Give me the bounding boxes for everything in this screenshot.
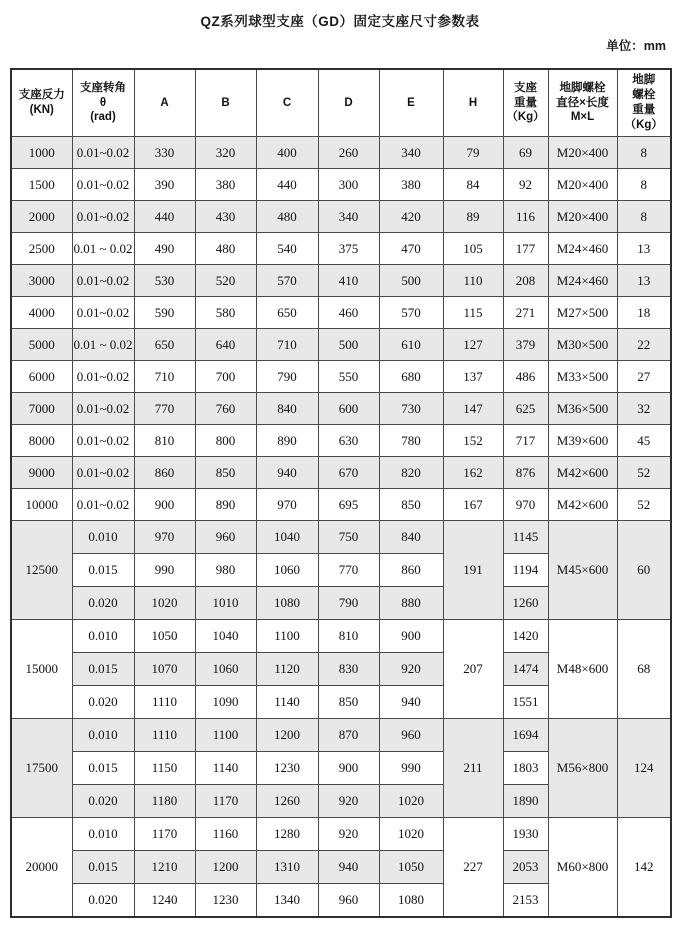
cell-theta: 0.020 [72,785,134,818]
table-row [11,233,671,265]
cell-force: 12500 [11,521,72,620]
cell-dim-d: 340 [318,201,379,233]
header-dim-e [379,69,443,137]
cell-theta: 0.015 [72,653,134,686]
cell-theta: 0.010 [72,620,134,653]
cell-dim-d: 960 [318,884,379,918]
cell-dim-a: 1240 [134,884,195,918]
cell-dim-a: 970 [134,521,195,554]
cell-anchor-bolt-weight: 13 [617,265,671,297]
header-dim-h [443,69,503,137]
cell-dim-c: 480 [256,201,318,233]
cell-dim-h: 152 [443,425,503,457]
cell-bearing-weight: 271 [503,297,548,329]
cell-theta: 0.01~0.02 [72,425,134,457]
cell-anchor-bolt-spec: M56×800 [548,719,617,818]
cell-dim-d: 500 [318,329,379,361]
cell-anchor-bolt-weight: 22 [617,329,671,361]
cell-force: 4000 [11,297,72,329]
cell-dim-e: 340 [379,137,443,169]
table-row [11,521,671,554]
cell-theta: 0.020 [72,686,134,719]
cell-dim-b: 1060 [195,653,256,686]
cell-anchor-bolt-spec: M30×500 [548,329,617,361]
cell-dim-b: 700 [195,361,256,393]
table-row [11,620,671,653]
cell-bearing-weight: 970 [503,489,548,521]
cell-dim-e: 990 [379,752,443,785]
cell-anchor-bolt-weight: 8 [617,169,671,201]
cell-dim-a: 1150 [134,752,195,785]
cell-dim-b: 1140 [195,752,256,785]
cell-anchor-bolt-spec: M20×400 [548,169,617,201]
cell-bearing-weight: 625 [503,393,548,425]
cell-bearing-weight: 2153 [503,884,548,918]
cell-theta: 0.01~0.02 [72,393,134,425]
cell-dim-c: 1040 [256,521,318,554]
cell-dim-b: 1160 [195,818,256,851]
table-row [11,137,671,169]
header-anchor-bolt-weight-line: 螺栓 [632,89,656,102]
cell-dim-a: 490 [134,233,195,265]
cell-theta: 0.01~0.02 [72,169,134,201]
header-anchor-bolt-weight-line: （Kg） [624,118,663,131]
cell-dim-c: 540 [256,233,318,265]
cell-bearing-weight: 1930 [503,818,548,851]
cell-bearing-weight: 177 [503,233,548,265]
header-anchor-bolt-spec-line: M×L [570,111,595,124]
cell-dim-h: 191 [443,521,503,620]
cell-force: 5000 [11,329,72,361]
cell-bearing-weight: 1420 [503,620,548,653]
cell-dim-a: 330 [134,137,195,169]
cell-dim-h: 162 [443,457,503,489]
cell-dim-a: 1110 [134,719,195,752]
cell-theta: 0.01 ~ 0.02 [72,329,134,361]
cell-dim-d: 940 [318,851,379,884]
cell-dim-a: 1050 [134,620,195,653]
cell-anchor-bolt-spec: M27×500 [548,297,617,329]
header-anchor-bolt-weight-line: 重量 [632,104,656,116]
cell-dim-b: 760 [195,393,256,425]
cell-anchor-bolt-spec: M42×600 [548,457,617,489]
cell-dim-h: 227 [443,818,503,918]
cell-dim-d: 460 [318,297,379,329]
header-dim-e-line: E [407,96,415,109]
header-anchor-bolt-spec-line: 地脚螺栓 [559,81,606,94]
cell-dim-e: 680 [379,361,443,393]
cell-dim-e: 730 [379,393,443,425]
header-bearing-weight [503,69,548,137]
cell-dim-d: 750 [318,521,379,554]
cell-dim-e: 380 [379,169,443,201]
table-row [11,329,671,361]
table-row [11,425,671,457]
cell-anchor-bolt-spec: M60×800 [548,818,617,918]
cell-force: 2000 [11,201,72,233]
cell-anchor-bolt-spec: M24×460 [548,233,617,265]
cell-dim-c: 570 [256,265,318,297]
cell-dim-c: 1260 [256,785,318,818]
cell-dim-b: 320 [195,137,256,169]
cell-anchor-bolt-weight: 8 [617,137,671,169]
cell-dim-c: 890 [256,425,318,457]
cell-dim-c: 840 [256,393,318,425]
table-row [11,489,671,521]
cell-dim-e: 820 [379,457,443,489]
cell-force: 17500 [11,719,72,818]
cell-anchor-bolt-spec: M36×500 [548,393,617,425]
cell-dim-c: 1100 [256,620,318,653]
cell-bearing-weight: 116 [503,201,548,233]
cell-bearing-weight: 1694 [503,719,548,752]
cell-dim-c: 650 [256,297,318,329]
cell-dim-a: 1070 [134,653,195,686]
cell-dim-b: 1200 [195,851,256,884]
cell-dim-e: 1080 [379,884,443,918]
cell-dim-d: 790 [318,587,379,620]
table-row [11,361,671,393]
cell-anchor-bolt-weight: 68 [617,620,671,719]
cell-dim-h: 89 [443,201,503,233]
cell-bearing-weight: 486 [503,361,548,393]
cell-dim-b: 580 [195,297,256,329]
cell-dim-a: 1020 [134,587,195,620]
cell-anchor-bolt-weight: 142 [617,818,671,918]
cell-dim-e: 1020 [379,818,443,851]
cell-force: 6000 [11,361,72,393]
cell-dim-d: 830 [318,653,379,686]
cell-anchor-bolt-spec: M24×460 [548,265,617,297]
cell-dim-a: 710 [134,361,195,393]
cell-dim-h: 127 [443,329,503,361]
cell-anchor-bolt-weight: 32 [617,393,671,425]
cell-theta: 0.01~0.02 [72,201,134,233]
cell-dim-e: 880 [379,587,443,620]
header-bearing-weight-line: 支座 [514,81,537,94]
cell-bearing-weight: 92 [503,169,548,201]
cell-dim-d: 920 [318,818,379,851]
cell-anchor-bolt-spec: M20×400 [548,201,617,233]
header-bearing-weight-line: 重量 [514,96,537,109]
cell-dim-e: 940 [379,686,443,719]
table-header [11,69,671,137]
cell-force: 9000 [11,457,72,489]
cell-dim-a: 1210 [134,851,195,884]
cell-bearing-weight: 717 [503,425,548,457]
cell-dim-c: 440 [256,169,318,201]
header-force-line: (KN) [29,104,54,116]
cell-dim-a: 590 [134,297,195,329]
cell-theta: 0.01~0.02 [72,489,134,521]
header-anchor-bolt-weight-line: 地脚 [632,74,656,87]
cell-bearing-weight: 379 [503,329,548,361]
header-row [11,69,671,137]
cell-anchor-bolt-spec: M39×600 [548,425,617,457]
table-row [11,297,671,329]
cell-anchor-bolt-weight: 27 [617,361,671,393]
cell-force: 10000 [11,489,72,521]
cell-dim-d: 550 [318,361,379,393]
cell-dim-b: 960 [195,521,256,554]
cell-dim-d: 630 [318,425,379,457]
cell-dim-a: 440 [134,201,195,233]
cell-theta: 0.01~0.02 [72,457,134,489]
cell-dim-e: 780 [379,425,443,457]
cell-dim-e: 850 [379,489,443,521]
cell-dim-e: 500 [379,265,443,297]
cell-bearing-weight: 208 [503,265,548,297]
cell-dim-d: 850 [318,686,379,719]
cell-dim-d: 900 [318,752,379,785]
cell-force: 1500 [11,169,72,201]
cell-force: 7000 [11,393,72,425]
cell-anchor-bolt-weight: 124 [617,719,671,818]
header-theta-line: 支座转角 [80,81,126,94]
cell-dim-e: 900 [379,620,443,653]
cell-dim-c: 1140 [256,686,318,719]
cell-dim-c: 1200 [256,719,318,752]
cell-theta: 0.01~0.02 [72,137,134,169]
cell-dim-e: 570 [379,297,443,329]
cell-dim-h: 110 [443,265,503,297]
header-anchor-bolt-spec-line: 直径×长度 [556,96,609,109]
cell-dim-e: 420 [379,201,443,233]
cell-theta: 0.015 [72,851,134,884]
cell-theta: 0.01~0.02 [72,297,134,329]
cell-dim-b: 1100 [195,719,256,752]
cell-anchor-bolt-weight: 13 [617,233,671,265]
cell-dim-a: 1170 [134,818,195,851]
cell-force: 3000 [11,265,72,297]
cell-dim-e: 1020 [379,785,443,818]
cell-theta: 0.010 [72,521,134,554]
cell-dim-h: 84 [443,169,503,201]
header-dim-a [134,69,195,137]
cell-dim-b: 1090 [195,686,256,719]
header-theta [72,69,134,137]
cell-theta: 0.01 ~ 0.02 [72,233,134,265]
cell-theta: 0.01~0.02 [72,265,134,297]
cell-bearing-weight: 1890 [503,785,548,818]
cell-dim-c: 1310 [256,851,318,884]
cell-dim-a: 1180 [134,785,195,818]
header-anchor-bolt-weight [617,69,671,137]
table-row [11,818,671,851]
cell-dim-e: 610 [379,329,443,361]
cell-dim-b: 480 [195,233,256,265]
cell-theta: 0.01~0.02 [72,361,134,393]
table-row [11,265,671,297]
cell-bearing-weight: 69 [503,137,548,169]
cell-dim-h: 79 [443,137,503,169]
cell-theta: 0.020 [72,884,134,918]
cell-dim-h: 115 [443,297,503,329]
header-dim-d-line: D [344,96,353,109]
cell-dim-d: 600 [318,393,379,425]
cell-anchor-bolt-weight: 52 [617,489,671,521]
cell-dim-a: 390 [134,169,195,201]
cell-dim-d: 920 [318,785,379,818]
cell-dim-d: 695 [318,489,379,521]
cell-dim-c: 1280 [256,818,318,851]
cell-bearing-weight: 876 [503,457,548,489]
table-row [11,457,671,489]
header-force [11,69,72,137]
header-dim-h-line: H [468,96,478,109]
cell-dim-e: 860 [379,554,443,587]
cell-dim-b: 380 [195,169,256,201]
cell-dim-h: 211 [443,719,503,818]
cell-dim-d: 670 [318,457,379,489]
cell-force: 15000 [11,620,72,719]
cell-dim-d: 870 [318,719,379,752]
cell-dim-d: 770 [318,554,379,587]
header-theta-line: θ [99,96,107,109]
cell-dim-e: 840 [379,521,443,554]
cell-dim-c: 1080 [256,587,318,620]
cell-dim-a: 810 [134,425,195,457]
table-body [11,137,671,918]
header-bearing-weight-line: （Kg） [506,111,545,124]
cell-force: 8000 [11,425,72,457]
cell-dim-c: 1340 [256,884,318,918]
cell-bearing-weight: 1194 [503,554,548,587]
header-dim-c-line: C [282,96,292,109]
unit-note: 单位：mm [606,39,666,53]
cell-theta: 0.020 [72,587,134,620]
cell-theta: 0.015 [72,554,134,587]
table-row [11,169,671,201]
cell-dim-b: 1040 [195,620,256,653]
cell-dim-b: 850 [195,457,256,489]
header-anchor-bolt-spec [548,69,617,137]
header-force-line: 支座反力 [18,89,65,102]
cell-dim-a: 770 [134,393,195,425]
cell-anchor-bolt-spec: M33×500 [548,361,617,393]
header-dim-b-line: B [221,96,230,109]
cell-force: 20000 [11,818,72,918]
cell-dim-c: 940 [256,457,318,489]
cell-dim-d: 810 [318,620,379,653]
cell-dim-a: 530 [134,265,195,297]
table-row [11,201,671,233]
header-dim-c [256,69,318,137]
cell-theta: 0.015 [72,752,134,785]
cell-dim-c: 710 [256,329,318,361]
cell-dim-b: 800 [195,425,256,457]
cell-bearing-weight: 1260 [503,587,548,620]
cell-bearing-weight: 1551 [503,686,548,719]
cell-bearing-weight: 1474 [503,653,548,686]
cell-dim-b: 430 [195,201,256,233]
cell-dim-b: 980 [195,554,256,587]
cell-dim-e: 470 [379,233,443,265]
cell-dim-b: 520 [195,265,256,297]
cell-dim-b: 1230 [195,884,256,918]
table-row [11,719,671,752]
cell-anchor-bolt-weight: 60 [617,521,671,620]
cell-dim-c: 790 [256,361,318,393]
cell-dim-e: 920 [379,653,443,686]
cell-dim-c: 1120 [256,653,318,686]
cell-dim-a: 650 [134,329,195,361]
cell-force: 2500 [11,233,72,265]
cell-dim-a: 990 [134,554,195,587]
cell-dim-b: 1010 [195,587,256,620]
cell-dim-d: 260 [318,137,379,169]
cell-dim-e: 1050 [379,851,443,884]
header-theta-line: (rad) [90,111,116,124]
spec-table [10,68,672,918]
cell-anchor-bolt-weight: 45 [617,425,671,457]
cell-dim-h: 207 [443,620,503,719]
cell-anchor-bolt-weight: 8 [617,201,671,233]
cell-anchor-bolt-spec: M20×400 [548,137,617,169]
cell-dim-h: 137 [443,361,503,393]
cell-bearing-weight: 2053 [503,851,548,884]
header-dim-a-line: A [160,96,169,109]
cell-dim-h: 105 [443,233,503,265]
cell-dim-a: 860 [134,457,195,489]
cell-dim-e: 960 [379,719,443,752]
cell-anchor-bolt-spec: M42×600 [548,489,617,521]
cell-anchor-bolt-spec: M48×600 [548,620,617,719]
header-dim-d [318,69,379,137]
cell-anchor-bolt-spec: M45×600 [548,521,617,620]
cell-theta: 0.010 [72,818,134,851]
cell-dim-b: 640 [195,329,256,361]
cell-dim-a: 900 [134,489,195,521]
cell-dim-d: 300 [318,169,379,201]
cell-dim-d: 375 [318,233,379,265]
cell-dim-a: 1110 [134,686,195,719]
header-dim-b [195,69,256,137]
cell-bearing-weight: 1145 [503,521,548,554]
cell-dim-c: 400 [256,137,318,169]
cell-dim-h: 167 [443,489,503,521]
cell-dim-b: 1170 [195,785,256,818]
cell-anchor-bolt-weight: 18 [617,297,671,329]
cell-bearing-weight: 1803 [503,752,548,785]
cell-dim-b: 890 [195,489,256,521]
cell-dim-h: 147 [443,393,503,425]
table-row [11,393,671,425]
cell-force: 1000 [11,137,72,169]
cell-dim-c: 1060 [256,554,318,587]
page-title: QZ系列球型支座（GD）固定支座尺寸参数表 [200,14,480,29]
cell-theta: 0.010 [72,719,134,752]
cell-anchor-bolt-weight: 52 [617,457,671,489]
cell-dim-d: 410 [318,265,379,297]
cell-dim-c: 1230 [256,752,318,785]
cell-dim-c: 970 [256,489,318,521]
